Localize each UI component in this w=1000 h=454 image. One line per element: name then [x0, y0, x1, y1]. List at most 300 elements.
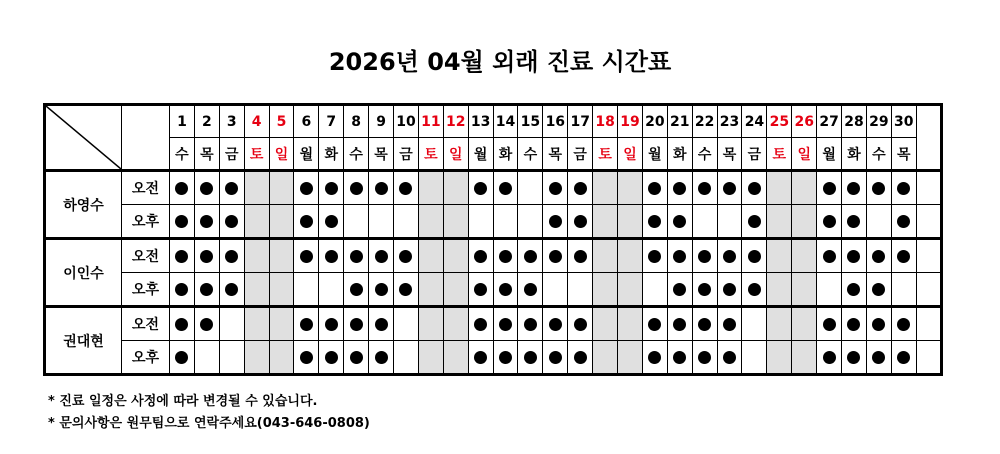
clinic-mark [474, 182, 487, 195]
clinic-mark [673, 250, 686, 263]
weekday-label: 목 [543, 138, 568, 171]
day-number: 12 [443, 105, 468, 138]
row-tail [916, 273, 941, 307]
weekday-label: 목 [369, 138, 394, 171]
schedule-cell [518, 171, 543, 205]
weekday-label: 목 [891, 138, 916, 171]
schedule-cell [543, 273, 568, 307]
schedule-cell [219, 205, 244, 239]
clinic-mark [175, 182, 188, 195]
schedule-cell [866, 239, 891, 273]
clinic-mark [524, 318, 537, 331]
clinic-mark [200, 215, 213, 228]
schedule-cell [394, 307, 419, 341]
clinic-mark [399, 250, 412, 263]
weekday-label: 일 [792, 138, 817, 171]
clinic-mark [175, 351, 188, 364]
schedule-cell [394, 273, 419, 307]
clinic-mark [225, 182, 238, 195]
schedule-cell [269, 205, 294, 239]
clinic-mark [723, 182, 736, 195]
schedule-cell [792, 341, 817, 375]
schedule-cell [468, 239, 493, 273]
clinic-mark [524, 250, 537, 263]
day-number: 27 [817, 105, 842, 138]
schedule-cell [294, 239, 319, 273]
schedule-cell [742, 239, 767, 273]
day-number: 3 [219, 105, 244, 138]
day-number: 4 [244, 105, 269, 138]
clinic-mark [872, 351, 885, 364]
doctor-name: 하영수 [45, 171, 122, 239]
schedule-cell [244, 205, 269, 239]
schedule-table [43, 103, 943, 376]
note-contact: * 문의사항은 원무팀으로 연락주세요(043-646-0808) [48, 416, 370, 431]
schedule-row [45, 341, 942, 375]
clinic-mark [723, 318, 736, 331]
clinic-mark [325, 182, 338, 195]
schedule-cell [443, 307, 468, 341]
clinic-mark [325, 250, 338, 263]
clinic-mark [823, 182, 836, 195]
clinic-mark [574, 182, 587, 195]
schedule-cell [468, 341, 493, 375]
schedule-cell [170, 307, 195, 341]
row-tail [916, 341, 941, 375]
day-number: 22 [692, 105, 717, 138]
clinic-mark [673, 182, 686, 195]
schedule-cell [468, 307, 493, 341]
clinic-mark [375, 182, 388, 195]
schedule-cell [642, 341, 667, 375]
clinic-mark [499, 250, 512, 263]
schedule-cell [842, 273, 867, 307]
schedule-cell [866, 341, 891, 375]
schedule-cell [294, 307, 319, 341]
clinic-mark [350, 351, 363, 364]
schedule-cell [244, 239, 269, 273]
schedule-cell [344, 171, 369, 205]
schedule-cell [717, 341, 742, 375]
schedule-cell [866, 171, 891, 205]
clinic-mark [549, 318, 562, 331]
clinic-mark [175, 215, 188, 228]
clinic-mark [698, 283, 711, 296]
weekday-label: 토 [767, 138, 792, 171]
schedule-cell [443, 341, 468, 375]
doctor-name: 이인수 [45, 239, 122, 307]
day-number: 1 [170, 105, 195, 138]
day-number-row [45, 105, 942, 138]
schedule-cell [369, 171, 394, 205]
schedule-cell [667, 205, 692, 239]
schedule-cell [543, 239, 568, 273]
schedule-cell [170, 273, 195, 307]
schedule-cell [194, 205, 219, 239]
day-number: 6 [294, 105, 319, 138]
schedule-cell [418, 273, 443, 307]
schedule-cell [618, 239, 643, 273]
clinic-mark [847, 182, 860, 195]
schedule-cell [543, 341, 568, 375]
day-number: 23 [717, 105, 742, 138]
schedule-cell [593, 205, 618, 239]
header-blank [122, 105, 170, 171]
schedule-cell [219, 171, 244, 205]
schedule-cell [543, 307, 568, 341]
schedule-cell [742, 273, 767, 307]
weekday-label: 월 [817, 138, 842, 171]
clinic-mark [574, 250, 587, 263]
clinic-mark [499, 283, 512, 296]
clinic-mark [474, 250, 487, 263]
day-number: 7 [319, 105, 344, 138]
clinic-mark [847, 351, 860, 364]
day-number: 26 [792, 105, 817, 138]
clinic-mark [300, 351, 313, 364]
weekday-label: 금 [742, 138, 767, 171]
schedule-cell [891, 171, 916, 205]
clinic-mark [225, 250, 238, 263]
schedule-cell [593, 273, 618, 307]
schedule-cell [518, 205, 543, 239]
header-tail [916, 105, 941, 171]
clinic-mark [325, 318, 338, 331]
schedule-cell [792, 205, 817, 239]
weekday-label: 토 [244, 138, 269, 171]
schedule-cell [742, 171, 767, 205]
schedule-cell [817, 171, 842, 205]
schedule-cell [369, 273, 394, 307]
session-label: 오후 [122, 273, 170, 307]
clinic-mark [897, 318, 910, 331]
schedule-cell [891, 341, 916, 375]
clinic-mark [748, 250, 761, 263]
day-number: 24 [742, 105, 767, 138]
clinic-mark [499, 318, 512, 331]
clinic-mark [499, 351, 512, 364]
schedule-cell [269, 273, 294, 307]
clinic-mark [872, 283, 885, 296]
schedule-cell [244, 341, 269, 375]
clinic-mark [847, 283, 860, 296]
schedule-cell [618, 171, 643, 205]
schedule-cell [418, 171, 443, 205]
schedule-cell [319, 307, 344, 341]
schedule-cell [319, 205, 344, 239]
diagonal-line [46, 106, 121, 169]
schedule-cell [667, 171, 692, 205]
clinic-mark [574, 215, 587, 228]
clinic-mark [375, 250, 388, 263]
weekday-label: 월 [468, 138, 493, 171]
clinic-mark [399, 182, 412, 195]
weekday-label: 금 [394, 138, 419, 171]
schedule-row [45, 239, 942, 273]
schedule-cell [269, 307, 294, 341]
weekday-label: 화 [319, 138, 344, 171]
schedule-cell [219, 273, 244, 307]
schedule-cell [518, 239, 543, 273]
schedule-cell [767, 273, 792, 307]
schedule-cell [493, 205, 518, 239]
schedule-cell [468, 273, 493, 307]
schedule-row [45, 171, 942, 205]
clinic-mark [175, 283, 188, 296]
schedule-cell [742, 307, 767, 341]
schedule-cell [717, 273, 742, 307]
schedule-cell [618, 307, 643, 341]
clinic-mark [748, 283, 761, 296]
clinic-mark [897, 215, 910, 228]
clinic-mark [673, 283, 686, 296]
schedule-cell [593, 239, 618, 273]
schedule-cell [618, 341, 643, 375]
schedule-cell [717, 239, 742, 273]
clinic-mark [698, 351, 711, 364]
weekday-label: 금 [568, 138, 593, 171]
clinic-mark [350, 283, 363, 296]
clinic-mark [524, 283, 537, 296]
schedule-cell [717, 307, 742, 341]
weekday-label: 목 [717, 138, 742, 171]
clinic-mark [399, 283, 412, 296]
clinic-mark [225, 283, 238, 296]
day-number: 9 [369, 105, 394, 138]
weekday-label: 월 [642, 138, 667, 171]
schedule-cell [344, 205, 369, 239]
day-number: 18 [593, 105, 618, 138]
schedule-cell [319, 171, 344, 205]
day-number: 21 [667, 105, 692, 138]
schedule-cell [568, 239, 593, 273]
day-number: 30 [891, 105, 916, 138]
schedule-cell [194, 239, 219, 273]
schedule-cell [593, 171, 618, 205]
day-number: 2 [194, 105, 219, 138]
clinic-mark [325, 351, 338, 364]
schedule-cell [866, 273, 891, 307]
clinic-mark [300, 318, 313, 331]
schedule-cell [692, 273, 717, 307]
schedule-cell [792, 239, 817, 273]
clinic-mark [474, 351, 487, 364]
schedule-cell [692, 205, 717, 239]
schedule-cell [170, 341, 195, 375]
schedule-cell [667, 239, 692, 273]
schedule-cell [344, 273, 369, 307]
day-number: 11 [418, 105, 443, 138]
clinic-mark [823, 250, 836, 263]
schedule-cell [891, 239, 916, 273]
weekday-label: 일 [443, 138, 468, 171]
clinic-mark [723, 351, 736, 364]
row-tail [916, 307, 941, 341]
schedule-cell [194, 171, 219, 205]
clinic-mark [200, 250, 213, 263]
schedule-cell [244, 273, 269, 307]
day-number: 17 [568, 105, 593, 138]
clinic-mark [524, 351, 537, 364]
schedule-cell [269, 341, 294, 375]
session-label: 오전 [122, 171, 170, 205]
clinic-mark [673, 215, 686, 228]
day-number: 16 [543, 105, 568, 138]
clinic-mark [748, 215, 761, 228]
schedule-cell [493, 171, 518, 205]
weekday-label: 월 [294, 138, 319, 171]
clinic-mark [698, 318, 711, 331]
weekday-label: 목 [194, 138, 219, 171]
schedule-cell [294, 205, 319, 239]
schedule-cell [443, 273, 468, 307]
schedule-cell [817, 273, 842, 307]
schedule-row [45, 273, 942, 307]
session-label: 오전 [122, 239, 170, 273]
schedule-cell [493, 307, 518, 341]
clinic-mark [872, 318, 885, 331]
weekday-row [45, 138, 942, 171]
schedule-cell [418, 307, 443, 341]
notes [48, 391, 370, 435]
schedule-cell [194, 273, 219, 307]
clinic-mark [375, 283, 388, 296]
page-title: 2026년 04월 외래 진료 시간표 [328, 48, 672, 76]
weekday-label: 수 [170, 138, 195, 171]
schedule-cell [319, 341, 344, 375]
clinic-mark [648, 182, 661, 195]
row-tail [916, 171, 941, 205]
schedule-cell [667, 307, 692, 341]
schedule-cell [767, 239, 792, 273]
clinic-mark [375, 351, 388, 364]
schedule-cell [369, 341, 394, 375]
clinic-mark [474, 283, 487, 296]
schedule-cell [817, 239, 842, 273]
weekday-label: 토 [593, 138, 618, 171]
weekday-label: 일 [618, 138, 643, 171]
schedule-cell [244, 171, 269, 205]
schedule-cell [642, 307, 667, 341]
clinic-mark [723, 283, 736, 296]
clinic-mark [300, 182, 313, 195]
schedule-cell [244, 307, 269, 341]
schedule-cell [568, 171, 593, 205]
clinic-mark [823, 318, 836, 331]
schedule-cell [817, 307, 842, 341]
schedule-cell [170, 171, 195, 205]
schedule-cell [294, 171, 319, 205]
schedule-row [45, 307, 942, 341]
schedule-cell [219, 341, 244, 375]
clinic-mark [350, 318, 363, 331]
schedule-cell [742, 205, 767, 239]
day-number: 14 [493, 105, 518, 138]
schedule-cell [717, 205, 742, 239]
schedule-cell [568, 307, 593, 341]
weekday-label: 화 [493, 138, 518, 171]
schedule-cell [692, 171, 717, 205]
clinic-mark [549, 182, 562, 195]
schedule-cell [493, 239, 518, 273]
schedule-cell [518, 341, 543, 375]
clinic-mark [897, 351, 910, 364]
schedule-cell [418, 239, 443, 273]
day-number: 5 [269, 105, 294, 138]
schedule-cell [269, 239, 294, 273]
schedule-cell [692, 341, 717, 375]
schedule-cell [194, 307, 219, 341]
doctor-name: 권대현 [45, 307, 122, 375]
schedule-cell [792, 171, 817, 205]
schedule-cell [568, 205, 593, 239]
schedule-cell [767, 205, 792, 239]
clinic-mark [823, 351, 836, 364]
clinic-mark [375, 318, 388, 331]
schedule-cell [543, 205, 568, 239]
schedule-cell [493, 341, 518, 375]
schedule-cell [891, 273, 916, 307]
weekday-label: 토 [418, 138, 443, 171]
clinic-mark [350, 250, 363, 263]
schedule-cell [170, 205, 195, 239]
clinic-mark [200, 182, 213, 195]
schedule-cell [319, 239, 344, 273]
weekday-label: 화 [667, 138, 692, 171]
clinic-mark [847, 215, 860, 228]
schedule-cell [344, 307, 369, 341]
weekday-label: 수 [692, 138, 717, 171]
schedule-cell [891, 307, 916, 341]
schedule-cell [817, 205, 842, 239]
session-label: 오전 [122, 307, 170, 341]
schedule-cell [468, 205, 493, 239]
clinic-mark [748, 182, 761, 195]
weekday-label: 수 [866, 138, 891, 171]
schedule-cell [443, 205, 468, 239]
clinic-mark [648, 318, 661, 331]
schedule-cell [842, 341, 867, 375]
schedule-cell [568, 273, 593, 307]
schedule-cell [219, 239, 244, 273]
clinic-mark [847, 318, 860, 331]
clinic-mark [225, 215, 238, 228]
clinic-mark [823, 215, 836, 228]
schedule-cell [767, 307, 792, 341]
schedule-cell [692, 307, 717, 341]
clinic-mark [648, 250, 661, 263]
schedule-cell [792, 273, 817, 307]
schedule-cell [418, 205, 443, 239]
day-number: 20 [642, 105, 667, 138]
schedule-cell [593, 341, 618, 375]
clinic-mark [872, 250, 885, 263]
schedule-cell [593, 307, 618, 341]
day-number: 13 [468, 105, 493, 138]
schedule-cell [692, 239, 717, 273]
schedule-cell [842, 307, 867, 341]
day-number: 29 [866, 105, 891, 138]
schedule-cell [618, 205, 643, 239]
weekday-label: 화 [842, 138, 867, 171]
weekday-label: 일 [269, 138, 294, 171]
weekday-label: 금 [219, 138, 244, 171]
schedule-cell [568, 341, 593, 375]
clinic-mark [574, 351, 587, 364]
schedule-cell [717, 171, 742, 205]
schedule-cell [219, 307, 244, 341]
schedule-cell [369, 205, 394, 239]
